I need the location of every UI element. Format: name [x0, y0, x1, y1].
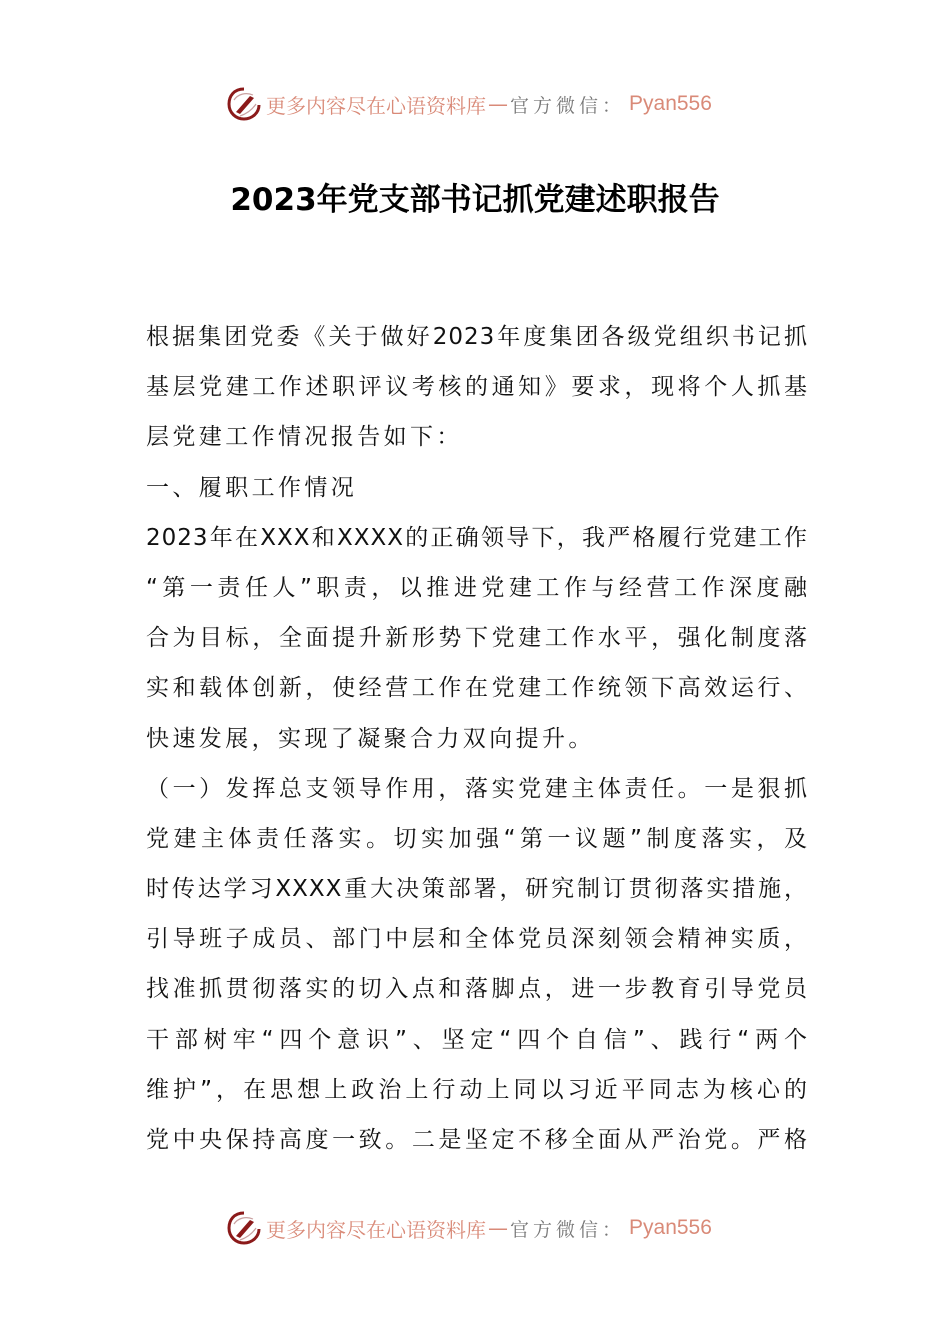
separator-dash: —	[488, 1216, 508, 1240]
quill-pen-logo-icon	[226, 86, 262, 122]
body-line: 合为目标，全面提升新形势下党建工作水平，强化制度落	[146, 625, 808, 652]
header-watermark-banner	[226, 84, 726, 124]
body-line: 维护”，在思想上政治上行动上同以习近平同志为核心的	[146, 1076, 808, 1103]
body-line: “第一责任人”职责，以推进党建工作与经营工作深度融	[146, 574, 808, 601]
body-line: 快速发展，实现了凝聚合力双向提升。	[146, 725, 595, 752]
body-line: 找准抓贯彻落实的切入点和落脚点，进一步教育引导党员	[146, 976, 808, 1003]
wechat-label: 官方微信：	[510, 1218, 626, 1241]
body-line: 引导班子成员、部门中层和全体党员深刻领会精神实质，	[146, 926, 808, 953]
quill-pen-logo-icon	[226, 1210, 262, 1246]
subsection-line: （一）发挥总支领导作用，落实党建主体责任。一是狠抓	[146, 775, 808, 802]
body-line: 层党建工作情况报告如下：	[146, 424, 463, 451]
body-line: 党中央保持高度一致。二是坚定不移全面从严治党。严格	[146, 1127, 808, 1153]
body-line: 基层党建工作述职评议考核的通知》要求，现将个人抓基	[146, 374, 808, 401]
section-heading: 一、履职工作情况	[146, 474, 358, 501]
brand-text: 更多内容尽在心语资料库	[266, 93, 486, 118]
wechat-id: Pyan556	[629, 1216, 712, 1239]
body-line: 根据集团党委《关于做好2023年度集团各级党组织书记抓	[146, 324, 808, 350]
brand-text: 更多内容尽在心语资料库	[266, 1217, 486, 1242]
wechat-id: Pyan556	[629, 92, 712, 115]
body-line: 党建主体责任落实。切实加强“第一议题”制度落实，及	[146, 825, 808, 852]
body-line: 实和载体创新，使经营工作在党建工作统领下高效运行、	[146, 675, 808, 702]
document-title: 2023年党支部书记抓党建述职报告	[230, 182, 720, 218]
separator-dash: —	[488, 92, 508, 116]
body-line: 时传达学习XXXX重大决策部署，研究制订贯彻落实措施，	[146, 876, 808, 903]
footer-watermark-banner	[226, 1208, 726, 1248]
wechat-label: 官方微信：	[510, 94, 626, 117]
body-line: 干部树牢“四个意识”、坚定“四个自信”、践行“两个	[146, 1026, 808, 1053]
body-line: 2023年在XXX和XXXX的正确领导下，我严格履行党建工作	[146, 524, 808, 551]
document-body	[146, 312, 808, 1165]
